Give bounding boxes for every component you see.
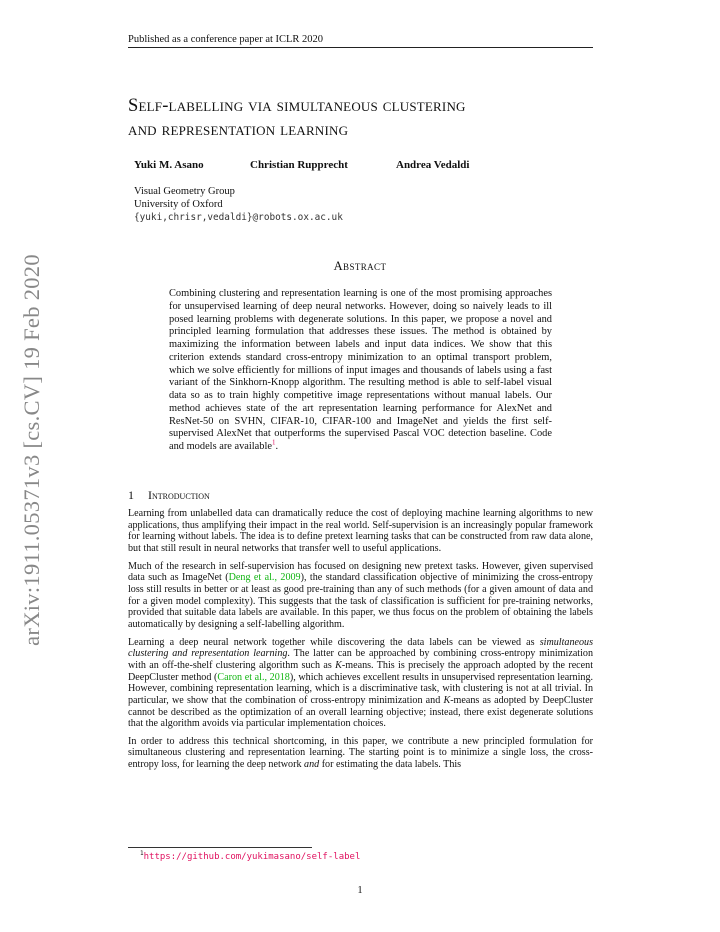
- footnote: [140, 850, 360, 862]
- paragraph-text: ), which achieves excellent results in unsupervised representation learning. However, combining representation learning, which is a discriminative task, with clustering is not at all trivial. In particular, we show that the combination of cross-entropy minimization and: [128, 671, 594, 706]
- emphasis-text: and: [304, 759, 320, 771]
- abstract-heading: Abstract: [333, 259, 387, 273]
- emphasis-text: simultaneous clustering and representation learning: [128, 636, 593, 660]
- paragraph-text: Learning from unlabelled data can dramatically reduce the cost of deploying machine learning algorithms to new applications, thus amplifying their impact in the real world. Self-supervision is an increasingly popular framework for learning without labels. The idea is to define pretext learning tasks that can be constructed from raw data alone, but that still result in neural networks that transfer well to useful applications.: [128, 508, 593, 554]
- arxiv-side-stamp: [0, 0, 64, 932]
- section-number: 1: [128, 488, 134, 502]
- abstract-body: [169, 288, 552, 454]
- affiliation-university: University of Oxford: [134, 199, 223, 210]
- math-variable: K: [443, 694, 451, 706]
- paragraph-text: ), the standard classification objective of minimizing the cross-entropy loss still results in better or at least as good pre-training than any of such methods (for a given amount of data and for a given model complexity). This suggests that the task of classification is sufficient for pre-training networks, provided that suitable data labels are available. In this paper, we thus focus on the problem of obtaining the labels automatically by designing a self-labelling algorithm.: [128, 572, 593, 630]
- paragraph: [128, 637, 593, 730]
- affiliation-group: Visual Geometry Group: [134, 186, 235, 197]
- author-name: Andrea Vedaldi: [396, 159, 470, 171]
- abstract-text: Combining clustering and representation learning is one of the most promising approaches for unsupervised learning of deep neural networks. However, doing so naively leads to ill posed learning problems with degenerate solutions. In this paper, we propose a novel and principled learning formulation that addresses these issues. The method is obtained by maximizing the information between labels and input data indices. We show that this criterion extends standard cross-entropy minimization to an optimal transport problem, which we solve efficiently for millions of input images and thousands of labels using a fast variant of the Sinkhorn-Knopp algorithm. The resulting method is able to self-label visual data so as to train highly competitive image representations without manual labels. Our method achieves state of the art representation learning performance for AlexNet and ResNet-50 on SVHN, CIFAR-10, CIFAR-100 and ImageNet and yields the first self-supervised AlexNet that outperforms the supervised Pascal VOC detection baseline. Code and models are available: [169, 288, 552, 452]
- title-line-1: Self-labelling via simultaneous clustering: [128, 96, 466, 116]
- abstract-end: .: [275, 441, 279, 452]
- conference-header: Published as a conference paper at ICLR 2020: [128, 34, 593, 48]
- paragraph: [128, 736, 593, 771]
- paragraph-text: -means as adopted by DeepCluster cannot be described as the optimization of an overall learning objective; instead, there exist degenerate solutions that the algorithm avoids via particular implementation choices.: [128, 694, 594, 730]
- introduction-body: [128, 508, 593, 777]
- math-variable: K: [335, 659, 342, 671]
- affiliation: [134, 185, 343, 224]
- page-number: 1: [357, 885, 363, 896]
- paper-title: [128, 94, 608, 142]
- citation-link[interactable]: Caron et al., 2018: [217, 671, 290, 683]
- footnote-marker[interactable]: 1: [272, 438, 276, 447]
- paragraph: [128, 508, 593, 555]
- section-title: Introduction: [148, 488, 210, 502]
- paragraph-text: In order to address this technical shortcoming, in this paper, we contribute a new principled formulation for simultaneous clustering and representation learning. The starting point is to minimize a single loss, the cross-entropy loss, for learning the deep network: [128, 735, 593, 771]
- paragraph-text: Learning a deep neural network together while discovering the data labels can be viewed as: [128, 636, 540, 648]
- footnote-number: 1: [140, 850, 144, 857]
- footnote-url-link[interactable]: https://github.com/yukimasano/self-label: [143, 852, 361, 862]
- section-heading: [128, 488, 210, 503]
- author-name: Christian Rupprecht: [250, 159, 348, 171]
- citation-link[interactable]: Deng et al., 2009: [228, 572, 301, 584]
- paragraph-text: . The latter can be approached by combining cross-entropy minimization with an off-the-shelf clustering algorithm such as: [128, 648, 593, 671]
- paragraph: [128, 561, 593, 631]
- author-email: {yuki,chrisr,vedaldi}@robots.ox.ac.uk: [134, 212, 343, 223]
- author-name: Yuki M. Asano: [134, 159, 204, 171]
- paragraph-text: for estimating the data labels. This: [319, 759, 462, 771]
- paragraph-text: Much of the research in self-supervision has focused on designing new pretext tasks. However, given supervised data such as ImageNet (: [128, 560, 593, 584]
- paragraph-text: -means. This is precisely the approach adopted by the recent DeepCluster method (: [128, 659, 593, 683]
- arxiv-identifier: arXiv:1911.05371v3 [cs.CV] 19 Feb 2020: [19, 254, 44, 646]
- title-line-2: and representation learning: [128, 120, 349, 140]
- footnote-divider: [128, 847, 312, 848]
